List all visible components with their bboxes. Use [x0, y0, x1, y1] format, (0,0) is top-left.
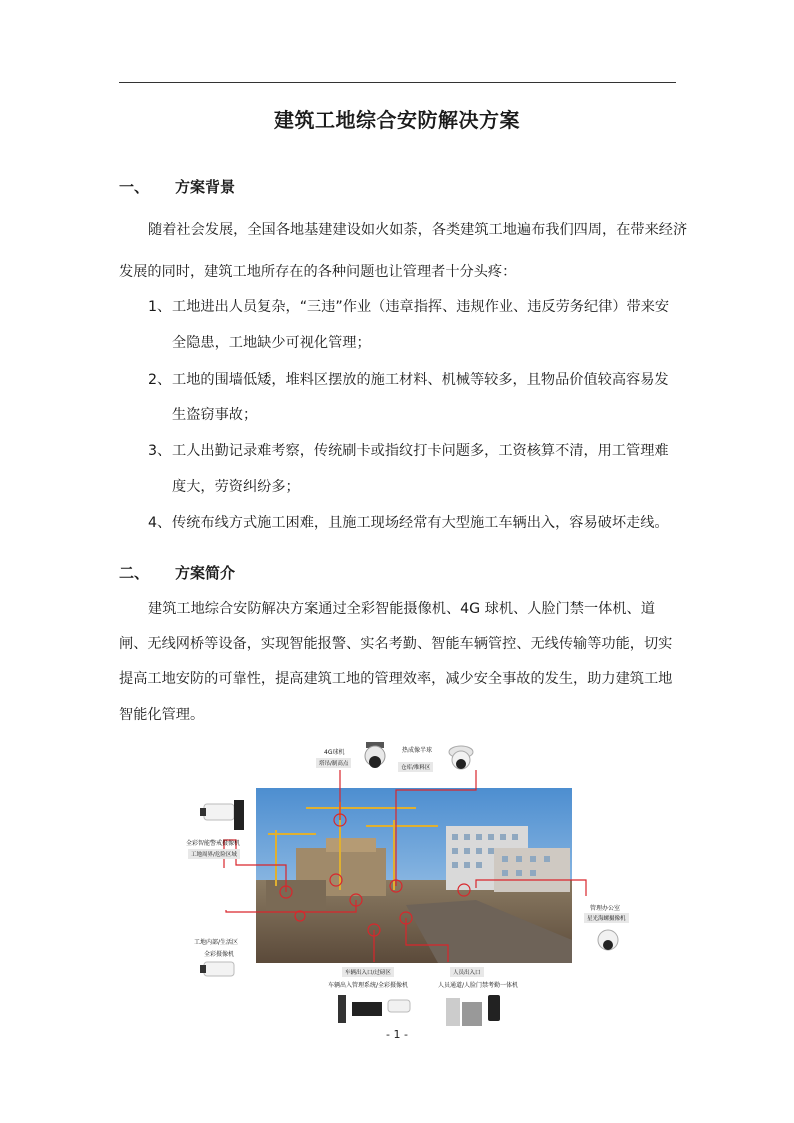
list-item-text: 度大，劳资纠纷多； — [172, 479, 300, 495]
ptz-camera-icon — [365, 742, 385, 768]
thermal-sub-label: 仓库/堆料区 — [398, 762, 433, 772]
list-item-number: 3、 — [148, 443, 172, 459]
vehicle-sub-label: 车辆出入管理系统/全彩摄像机 — [328, 982, 409, 989]
people-title-label: 人员出入口 — [450, 967, 484, 977]
page-number: - 1 - — [386, 1028, 408, 1041]
people-sub-label: 人员通道/人脸门禁考勤一体机 — [438, 982, 519, 989]
thermal-title-label: 热成像半球 — [402, 747, 433, 754]
bullet-title-label: 全彩智能警戒摄像机 — [186, 840, 241, 847]
face-terminal-icon — [446, 995, 500, 1026]
solution-diagram — [176, 740, 626, 1030]
ptz-sub-label: 塔吊/制高点 — [316, 758, 351, 768]
list-item-text: 全隐患，工地缺少可视化管理； — [172, 335, 371, 351]
section-number: 二、 — [119, 564, 150, 582]
section-heading-1 — [119, 176, 235, 197]
list-item-number: 2、 — [148, 372, 172, 388]
list-item-number: 1、 — [148, 299, 172, 315]
paragraph-line: 闸、无线网桥等设备，实现智能报警、实名考勤、智能车辆管控、无线传输等功能，切实 — [119, 636, 673, 652]
office-title-label: 管理办公室 — [590, 905, 621, 912]
header-rule — [119, 82, 676, 83]
list-item-text: 工人出勤记录难考察，传统刷卡或指纹打卡问题多，工资核算不清，用工管理难 — [172, 443, 669, 459]
section-number: 一、 — [119, 178, 150, 196]
vehicle-title-label: 车辆出入口/过磅区 — [342, 967, 394, 977]
paragraph-line: 随着社会发展，全国各地基建建设如火如荼，各类建筑工地遍布我们四周，在带来经济 — [148, 222, 688, 238]
list-item-text: 传统布线方式施工困难，且施工现场经常有大型施工车辆出入，容易破坏走线。 — [172, 515, 669, 531]
office-dome-icon — [598, 930, 618, 950]
section-title: 方案背景 — [175, 178, 236, 196]
vehicle-system-icon — [338, 995, 410, 1023]
paragraph-line: 建筑工地综合安防解决方案通过全彩智能摄像机、4G 球机、人脸门禁一体机、道 — [148, 601, 655, 617]
thermal-dome-icon — [449, 746, 473, 769]
bullet-camera-icon — [200, 800, 244, 830]
document-title: 建筑工地综合安防解决方案 — [274, 108, 520, 132]
paragraph-line: 智能化管理。 — [119, 707, 205, 723]
ptz-title-label: 4G球机 — [324, 749, 345, 756]
list-item-number: 4、 — [148, 515, 172, 531]
list-item-text: 工地的围墙低矮，堆料区摆放的施工材料、机械等较多，且物品价值较高容易发 — [172, 372, 669, 388]
paragraph-line: 发展的同时，建筑工地所存在的各种问题也让管理者十分头疼： — [119, 264, 517, 280]
living-bullet-icon — [200, 962, 234, 976]
paragraph-line: 提高工地安防的可靠性，提高建筑工地的管理效率，减少安全事故的发生，助力建筑工地 — [119, 671, 673, 687]
section-heading-2 — [119, 562, 235, 583]
list-item-text: 工地进出人员复杂，“三违”作业（违章指挥、违规作业、违反劳务纪律）带来安 — [172, 299, 670, 315]
office-sub-label: 星光海螺摄像机 — [584, 913, 629, 923]
bullet-sub-label: 工地周界/危险区域 — [188, 849, 240, 859]
living-title-label: 工地内部/生活区 — [194, 939, 239, 946]
living-sub-label: 全彩摄像机 — [204, 951, 235, 958]
list-item-text: 生盗窃事故； — [172, 407, 258, 423]
section-title: 方案简介 — [175, 564, 236, 582]
